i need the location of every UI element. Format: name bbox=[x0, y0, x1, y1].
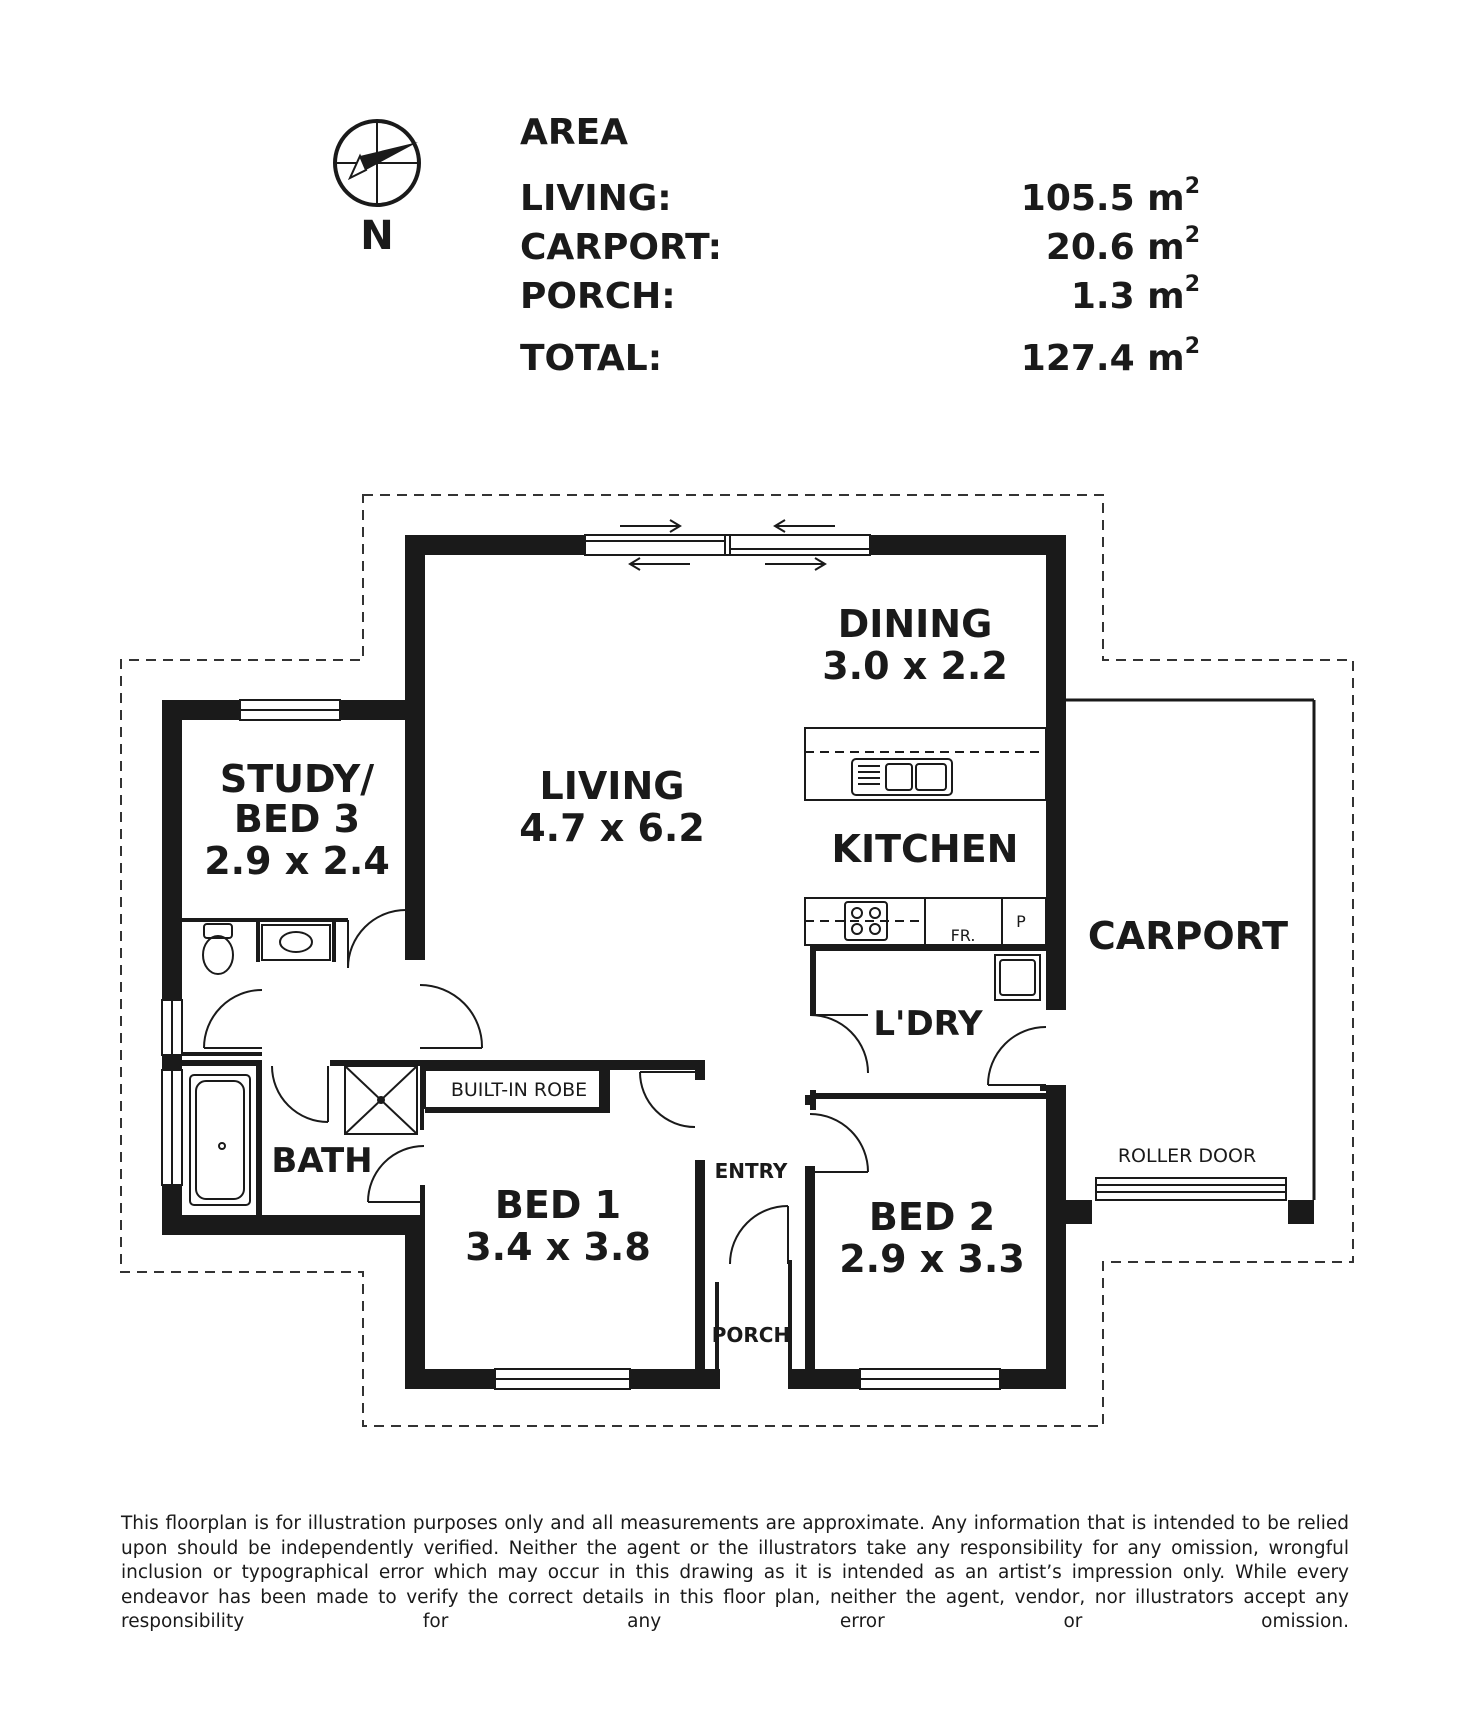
entry-label: ENTRY bbox=[714, 1159, 788, 1183]
kitchen-label: KITCHEN bbox=[831, 827, 1019, 871]
toilet-icon bbox=[203, 924, 233, 974]
bed2-size: 2.9 x 3.3 bbox=[839, 1237, 1025, 1281]
study-size: 2.9 x 2.4 bbox=[204, 839, 390, 883]
pantry-label: P bbox=[1016, 912, 1026, 931]
vanity-icon bbox=[262, 925, 330, 960]
area-label: PORCH: bbox=[520, 276, 676, 317]
sink-icon bbox=[852, 759, 952, 795]
area-value: 1.3 $m^2$ bbox=[1070, 272, 1200, 317]
area-label: CARPORT: bbox=[520, 227, 723, 268]
laundry-label: L'DRY bbox=[873, 1004, 983, 1044]
roller-door-label: ROLLER DOOR bbox=[1117, 1145, 1257, 1167]
north-arrow-icon bbox=[335, 121, 419, 205]
bath-label: BATH bbox=[271, 1141, 373, 1181]
disclaimer-text: This floorplan is for illustration purposes only and all measurements are approximate. Any information that is intended to be relied upon should be independently verified. Neither the agent or the illustrators take any responsibility for any omission, wrongful inclusion or typographical error which may occur in this drawing as it is intended as an artist’s impression only. While every endeavor has been made to verify the correct details in this floor plan, neither the agent, vendor, nor illustrators accept any responsibility for any error or omission. bbox=[121, 1513, 1349, 1632]
dining-size: 3.0 x 2.2 bbox=[822, 644, 1008, 688]
area-title: AREA bbox=[520, 112, 629, 153]
carport-label: CARPORT bbox=[1087, 914, 1289, 958]
north-label: N bbox=[360, 213, 394, 259]
porch-label: PORCH bbox=[711, 1323, 791, 1347]
area-total-label: TOTAL: bbox=[520, 338, 663, 379]
study-label-line2: BED 3 bbox=[233, 797, 361, 841]
area-label: LIVING: bbox=[520, 178, 672, 219]
area-value: 105.5 $m^2$ bbox=[1020, 174, 1200, 219]
study-label-line1: STUDY/ bbox=[219, 757, 375, 801]
dining-label: DINING bbox=[837, 602, 993, 646]
laundry-tub-icon bbox=[995, 955, 1040, 1000]
fridge-label: FR. bbox=[950, 926, 976, 945]
area-value: 20.6 $m^2$ bbox=[1045, 223, 1200, 268]
bed2-label: BED 2 bbox=[868, 1195, 996, 1239]
robe-label: BUILT-IN ROBE bbox=[450, 1079, 588, 1101]
bed1-label: BED 1 bbox=[494, 1183, 622, 1227]
bathtub-icon bbox=[190, 1075, 250, 1205]
shower-icon bbox=[345, 1066, 417, 1134]
bed1-size: 3.4 x 3.8 bbox=[465, 1225, 651, 1269]
living-label: LIVING bbox=[539, 764, 685, 808]
area-total-value: 127.4 $m^2$ bbox=[1020, 334, 1200, 379]
living-size: 4.7 x 6.2 bbox=[519, 806, 705, 850]
